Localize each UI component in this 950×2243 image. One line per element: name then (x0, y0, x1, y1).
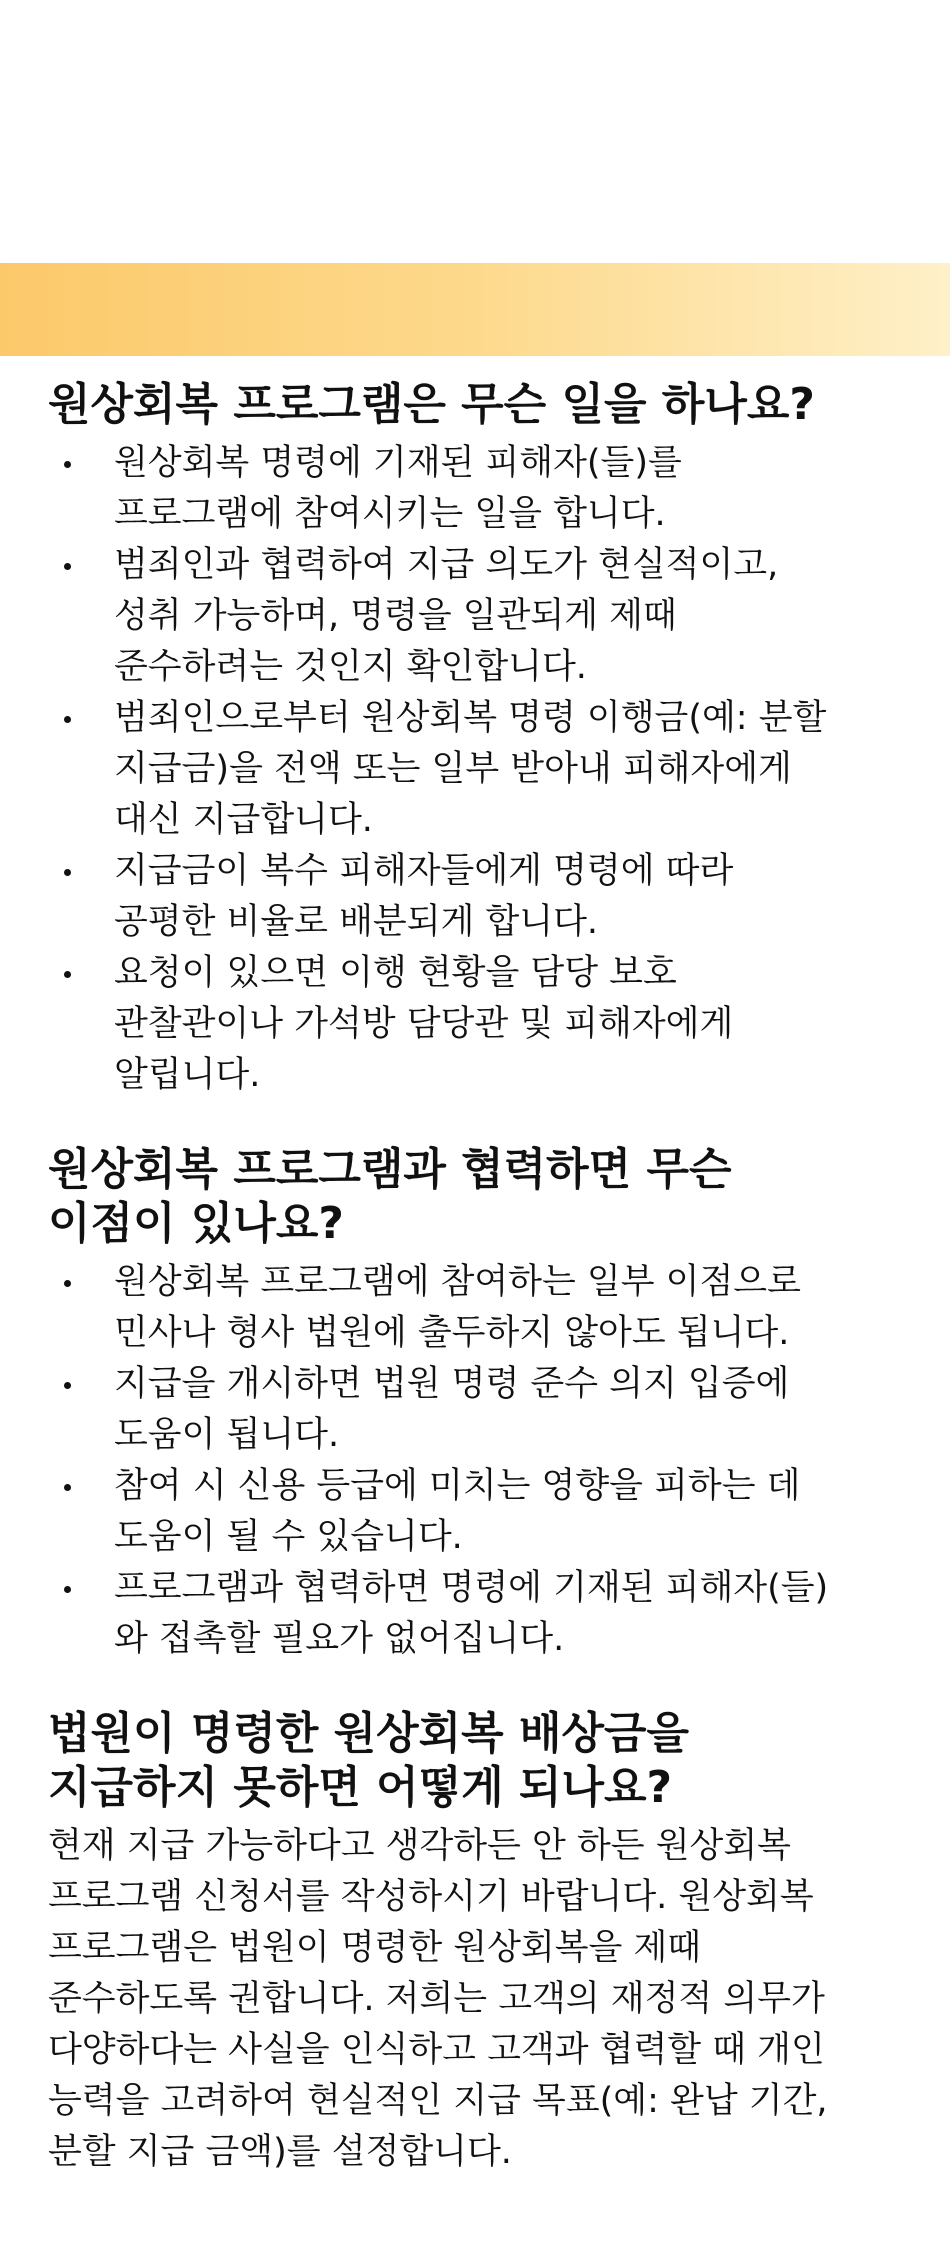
list-item: 요청이 있으면 이행 현황을 담당 보호 관찰관이나 가석방 담당관 및 피해자에게 알립니다. (48, 948, 928, 1101)
list-item: 참여 시 신용 등급에 미치는 영향을 피하는 데 도움이 될 수 있습니다. (48, 1461, 928, 1563)
bullet-list (48, 438, 928, 1101)
list-item: 원상회복 프로그램에 참여하는 일부 이점으로 민사나 형사 법원에 출두하지 않아도 됩니다. (48, 1257, 928, 1359)
section-heading: 법원이 명령한 원상회복 배상금을 지급하지 못하면 어떻게 되나요? (48, 1708, 690, 1813)
list-item: 원상회복 명령에 기재된 피해자(들)를 프로그램에 참여시키는 일을 합니다. (48, 438, 928, 540)
header-banner (0, 263, 950, 356)
bullet-list (48, 1257, 928, 1665)
section-unable-to-pay (48, 1707, 928, 2178)
section-paragraph: 현재 지급 가능하다고 생각하든 안 하든 원상회복 프로그램 신청서를 작성하시기 바랍니다. 원상회복 프로그램은 법원이 명령한 원상회복을 제때 준수하도록 권합니다. 저희는 고객의 재정적 의무가 다양하다는 사실을 인식하고 고객과 협력할 때 개인 능력을 고려하여 현실적인 지급 목표(예: 완납 기간, 분할 지급 금액)를 설정합니다. (48, 1826, 828, 2172)
list-item: 범죄인과 협력하여 지급 의도가 현실적이고, 성취 가능하며, 명령을 일관되게 제때 준수하려는 것인지 확인합니다. (48, 540, 928, 693)
list-item: 지급을 개시하면 법원 명령 준수 의지 입증에 도움이 됩니다. (48, 1359, 928, 1461)
list-item: 지급금이 복수 피해자들에게 명령에 따라 공평한 비율로 배분되게 합니다. (48, 846, 928, 948)
section-heading: 원상회복 프로그램과 협력하면 무슨 이점이 있나요? (48, 1144, 732, 1249)
list-item: 프로그램과 협력하면 명령에 기재된 피해자(들) 와 접촉할 필요가 없어집니다. (48, 1563, 928, 1665)
section-heading: 원상회복 프로그램은 무슨 일을 하나요? (48, 379, 815, 430)
section-what-program-does (48, 378, 928, 1101)
list-item: 범죄인으로부터 원상회복 명령 이행금(예: 분할 지급금)을 전액 또는 일부 받아내 피해자에게 대신 지급합니다. (48, 693, 928, 846)
document-body (48, 378, 928, 2178)
section-benefits (48, 1143, 928, 1665)
